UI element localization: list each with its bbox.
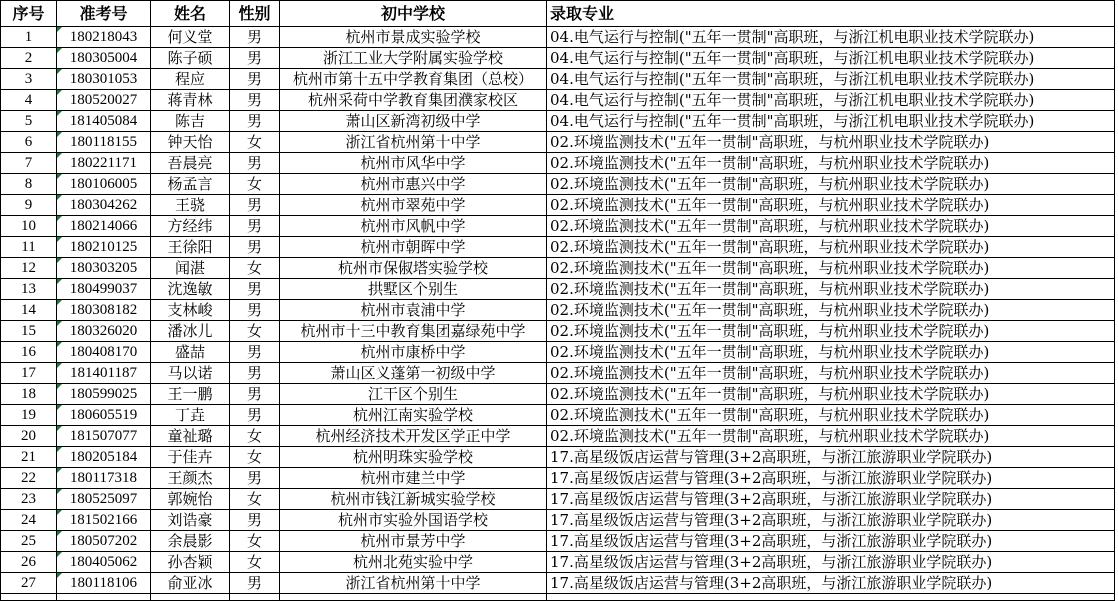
cell-name[interactable]: 支林峻	[151, 300, 230, 321]
cell-seq[interactable]: 8	[1, 174, 57, 195]
cell-partial	[1, 594, 57, 601]
table-row[interactable]	[1, 153, 1115, 174]
cell-school[interactable]: 拱墅区个别生	[280, 279, 547, 300]
cell-exam-id[interactable]: 180507202	[57, 531, 151, 552]
cell-name[interactable]: 方经纬	[151, 216, 230, 237]
cell-name[interactable]: 于佳卉	[151, 447, 230, 468]
cell-school[interactable]: 浙江省杭州第十中学	[280, 573, 547, 594]
cell-major[interactable]: 17.高星级饭店运营与管理(3+2高职班，与浙江旅游职业学院联办)	[547, 468, 1115, 489]
cell-partial	[547, 594, 1115, 601]
table-row-partial	[1, 594, 1115, 601]
cell-gender[interactable]: 男	[230, 153, 280, 174]
table-row[interactable]	[1, 300, 1115, 321]
cell-exam-id[interactable]: 180205184	[57, 447, 151, 468]
cell-gender[interactable]: 男	[230, 468, 280, 489]
cell-seq[interactable]: 20	[1, 426, 57, 447]
cell-major[interactable]: 02.环境监测技术("五年一贯制"高职班，与杭州职业技术学院联办)	[547, 300, 1115, 321]
cell-exam-id[interactable]: 180301053	[57, 69, 151, 90]
cell-major[interactable]: 02.环境监测技术("五年一贯制"高职班，与杭州职业技术学院联办)	[547, 279, 1115, 300]
cell-seq[interactable]: 1	[1, 27, 57, 48]
cell-exam-id[interactable]: 180118106	[57, 573, 151, 594]
cell-name[interactable]: 盛喆	[151, 342, 230, 363]
cell-gender[interactable]: 女	[230, 489, 280, 510]
cell-seq[interactable]: 2	[1, 48, 57, 69]
header-name: 姓名	[151, 1, 230, 27]
cell-name[interactable]: 潘冰儿	[151, 321, 230, 342]
cell-major[interactable]: 02.环境监测技术("五年一贯制"高职班，与杭州职业技术学院联办)	[547, 384, 1115, 405]
cell-school[interactable]: 杭州市第十五中学教育集团（总校）	[280, 69, 547, 90]
cell-seq[interactable]: 11	[1, 237, 57, 258]
table-row[interactable]	[1, 174, 1115, 195]
cell-major[interactable]: 04.电气运行与控制("五年一贯制"高职班，与浙江机电职业技术学院联办)	[547, 27, 1115, 48]
cell-exam-id[interactable]: 180106005	[57, 174, 151, 195]
cell-exam-id[interactable]: 180304262	[57, 195, 151, 216]
cell-gender[interactable]: 男	[230, 363, 280, 384]
cell-gender[interactable]: 女	[230, 552, 280, 573]
cell-major[interactable]: 17.高星级饭店运营与管理(3+2高职班，与浙江旅游职业学院联办)	[547, 552, 1115, 573]
cell-exam-id[interactable]: 181502166	[57, 510, 151, 531]
cell-exam-id[interactable]: 181507077	[57, 426, 151, 447]
table-row[interactable]	[1, 90, 1115, 111]
cell-school[interactable]: 杭州市风华中学	[280, 153, 547, 174]
cell-seq[interactable]: 23	[1, 489, 57, 510]
table-row[interactable]	[1, 468, 1115, 489]
cell-gender[interactable]: 女	[230, 531, 280, 552]
cell-seq[interactable]: 24	[1, 510, 57, 531]
cell-name[interactable]: 沈逸敏	[151, 279, 230, 300]
cell-school[interactable]: 杭州市钱江新城实验学校	[280, 489, 547, 510]
cell-seq[interactable]: 3	[1, 69, 57, 90]
cell-name[interactable]: 闻湛	[151, 258, 230, 279]
header-exam-id: 准考号	[57, 1, 151, 27]
cell-seq[interactable]: 10	[1, 216, 57, 237]
cell-seq[interactable]: 4	[1, 90, 57, 111]
cell-exam-id[interactable]: 180214066	[57, 216, 151, 237]
cell-major[interactable]: 02.环境监测技术("五年一贯制"高职班，与杭州职业技术学院联办)	[547, 153, 1115, 174]
cell-major[interactable]: 02.环境监测技术("五年一贯制"高职班，与杭州职业技术学院联办)	[547, 342, 1115, 363]
table-row[interactable]	[1, 216, 1115, 237]
header-school: 初中学校	[280, 1, 547, 27]
cell-major[interactable]: 04.电气运行与控制("五年一贯制"高职班，与浙江机电职业技术学院联办)	[547, 111, 1115, 132]
cell-name[interactable]: 杨孟言	[151, 174, 230, 195]
cell-major[interactable]: 04.电气运行与控制("五年一贯制"高职班，与浙江机电职业技术学院联办)	[547, 90, 1115, 111]
cell-gender[interactable]: 男	[230, 237, 280, 258]
cell-name[interactable]: 刘诰豪	[151, 510, 230, 531]
cell-gender[interactable]: 女	[230, 447, 280, 468]
cell-name[interactable]: 王徐阳	[151, 237, 230, 258]
cell-school[interactable]: 萧山区新湾初级中学	[280, 111, 547, 132]
cell-gender[interactable]: 男	[230, 573, 280, 594]
cell-name[interactable]: 俞亚冰	[151, 573, 230, 594]
cell-gender[interactable]: 男	[230, 216, 280, 237]
table-row[interactable]	[1, 69, 1115, 90]
header-seq: 序号	[1, 1, 57, 27]
cell-seq[interactable]: 14	[1, 300, 57, 321]
cell-exam-id[interactable]: 180118155	[57, 132, 151, 153]
cell-name[interactable]: 孙杏颖	[151, 552, 230, 573]
header-row	[1, 1, 1115, 27]
cell-gender[interactable]: 男	[230, 405, 280, 426]
table-row[interactable]	[1, 573, 1115, 594]
cell-major[interactable]: 17.高星级饭店运营与管理(3+2高职班，与浙江旅游职业学院联办)	[547, 489, 1115, 510]
cell-exam-id[interactable]: 180525097	[57, 489, 151, 510]
cell-name[interactable]: 马以诺	[151, 363, 230, 384]
cell-gender[interactable]: 男	[230, 69, 280, 90]
cell-school[interactable]: 杭州市实验外国语学校	[280, 510, 547, 531]
table-row[interactable]	[1, 447, 1115, 468]
table-row[interactable]	[1, 195, 1115, 216]
cell-school[interactable]: 杭州市惠兴中学	[280, 174, 547, 195]
table-row[interactable]	[1, 132, 1115, 153]
cell-name[interactable]: 郭婉怡	[151, 489, 230, 510]
cell-major[interactable]: 17.高星级饭店运营与管理(3+2高职班，与浙江旅游职业学院联办)	[547, 447, 1115, 468]
cell-school[interactable]: 杭州江南实验学校	[280, 405, 547, 426]
cell-exam-id[interactable]: 180405062	[57, 552, 151, 573]
cell-major[interactable]: 04.电气运行与控制("五年一贯制"高职班，与浙江机电职业技术学院联办)	[547, 48, 1115, 69]
cell-seq[interactable]: 7	[1, 153, 57, 174]
cell-seq[interactable]: 21	[1, 447, 57, 468]
cell-exam-id[interactable]: 180599025	[57, 384, 151, 405]
cell-seq[interactable]: 22	[1, 468, 57, 489]
cell-school[interactable]: 杭州市袁浦中学	[280, 300, 547, 321]
table-row[interactable]	[1, 258, 1115, 279]
cell-school[interactable]: 杭州明珠实验学校	[280, 447, 547, 468]
cell-seq[interactable]: 19	[1, 405, 57, 426]
cell-gender[interactable]: 女	[230, 132, 280, 153]
cell-exam-id[interactable]: 180308182	[57, 300, 151, 321]
table-row[interactable]	[1, 552, 1115, 573]
cell-school[interactable]: 杭州经济技术开发区学正中学	[280, 426, 547, 447]
cell-exam-id[interactable]: 180499037	[57, 279, 151, 300]
cell-name[interactable]: 钟天怡	[151, 132, 230, 153]
header-gender: 性别	[230, 1, 280, 27]
cell-exam-id[interactable]: 180117318	[57, 468, 151, 489]
table-row[interactable]	[1, 510, 1115, 531]
cell-major[interactable]: 02.环境监测技术("五年一贯制"高职班，与杭州职业技术学院联办)	[547, 321, 1115, 342]
cell-name[interactable]: 程应	[151, 69, 230, 90]
cell-major[interactable]: 17.高星级饭店运营与管理(3+2高职班，与浙江旅游职业学院联办)	[547, 573, 1115, 594]
cell-school[interactable]: 杭州市十三中教育集团嘉绿苑中学	[280, 321, 547, 342]
table-row[interactable]	[1, 111, 1115, 132]
cell-major[interactable]: 02.环境监测技术("五年一贯制"高职班，与杭州职业技术学院联办)	[547, 132, 1115, 153]
cell-seq[interactable]: 17	[1, 363, 57, 384]
cell-school[interactable]: 杭州市朝晖中学	[280, 237, 547, 258]
cell-exam-id[interactable]: 181405084	[57, 111, 151, 132]
cell-seq[interactable]: 6	[1, 132, 57, 153]
table-row[interactable]	[1, 48, 1115, 69]
cell-gender[interactable]: 男	[230, 300, 280, 321]
cell-major[interactable]: 02.环境监测技术("五年一贯制"高职班，与杭州职业技术学院联办)	[547, 174, 1115, 195]
cell-gender[interactable]: 男	[230, 279, 280, 300]
cell-gender[interactable]: 男	[230, 342, 280, 363]
table-row[interactable]	[1, 279, 1115, 300]
cell-exam-id[interactable]: 180326020	[57, 321, 151, 342]
cell-exam-id[interactable]: 180221171	[57, 153, 151, 174]
cell-school[interactable]: 杭州市风帆中学	[280, 216, 547, 237]
cell-school[interactable]: 杭州市保俶塔实验学校	[280, 258, 547, 279]
cell-name[interactable]: 吾晨亮	[151, 153, 230, 174]
cell-name[interactable]: 陈子硕	[151, 48, 230, 69]
cell-gender[interactable]: 女	[230, 174, 280, 195]
cell-gender[interactable]: 男	[230, 90, 280, 111]
cell-name[interactable]: 何义堂	[151, 27, 230, 48]
cell-name[interactable]: 陈吉	[151, 111, 230, 132]
cell-seq[interactable]: 27	[1, 573, 57, 594]
cell-school[interactable]: 杭州采荷中学教育集团濮家校区	[280, 90, 547, 111]
cell-school[interactable]: 杭州市景芳中学	[280, 531, 547, 552]
cell-seq[interactable]: 16	[1, 342, 57, 363]
table-row[interactable]	[1, 342, 1115, 363]
table-row[interactable]	[1, 237, 1115, 258]
cell-partial	[57, 594, 151, 601]
cell-major[interactable]: 02.环境监测技术("五年一贯制"高职班，与杭州职业技术学院联办)	[547, 426, 1115, 447]
cell-seq[interactable]: 13	[1, 279, 57, 300]
cell-school[interactable]: 杭州市建兰中学	[280, 468, 547, 489]
cell-name[interactable]: 王一鹏	[151, 384, 230, 405]
table-row[interactable]	[1, 531, 1115, 552]
table-row[interactable]	[1, 489, 1115, 510]
cell-school[interactable]: 江干区个别生	[280, 384, 547, 405]
cell-school[interactable]: 杭州市翠苑中学	[280, 195, 547, 216]
cell-exam-id[interactable]: 180218043	[57, 27, 151, 48]
cell-major[interactable]: 02.环境监测技术("五年一贯制"高职班，与杭州职业技术学院联办)	[547, 258, 1115, 279]
table-row[interactable]	[1, 27, 1115, 48]
cell-gender[interactable]: 男	[230, 510, 280, 531]
cell-exam-id[interactable]: 181401187	[57, 363, 151, 384]
cell-exam-id[interactable]: 180305004	[57, 48, 151, 69]
cell-major[interactable]: 02.环境监测技术("五年一贯制"高职班，与杭州职业技术学院联办)	[547, 363, 1115, 384]
cell-major[interactable]: 02.环境监测技术("五年一贯制"高职班，与杭州职业技术学院联办)	[547, 237, 1115, 258]
cell-school[interactable]: 杭州北苑实验中学	[280, 552, 547, 573]
table-row[interactable]	[1, 363, 1115, 384]
cell-exam-id[interactable]: 180605519	[57, 405, 151, 426]
cell-major[interactable]: 02.环境监测技术("五年一贯制"高职班，与杭州职业技术学院联办)	[547, 195, 1115, 216]
table-row[interactable]	[1, 321, 1115, 342]
cell-seq[interactable]: 12	[1, 258, 57, 279]
cell-exam-id[interactable]: 180520027	[57, 90, 151, 111]
cell-name[interactable]: 丁垚	[151, 405, 230, 426]
cell-gender[interactable]: 男	[230, 111, 280, 132]
cell-seq[interactable]: 5	[1, 111, 57, 132]
cell-major[interactable]: 02.环境监测技术("五年一贯制"高职班，与杭州职业技术学院联办)	[547, 405, 1115, 426]
cell-seq[interactable]: 25	[1, 531, 57, 552]
cell-gender[interactable]: 男	[230, 384, 280, 405]
cell-name[interactable]: 王颜杰	[151, 468, 230, 489]
cell-name[interactable]: 蒋青林	[151, 90, 230, 111]
cell-exam-id[interactable]: 180303205	[57, 258, 151, 279]
cell-school[interactable]: 浙江省杭州第十中学	[280, 132, 547, 153]
table-row[interactable]	[1, 426, 1115, 447]
cell-gender[interactable]: 男	[230, 195, 280, 216]
table-row[interactable]	[1, 405, 1115, 426]
cell-gender[interactable]: 男	[230, 27, 280, 48]
cell-school[interactable]: 萧山区义蓬第一初级中学	[280, 363, 547, 384]
header-major: 录取专业	[547, 1, 1115, 27]
cell-school[interactable]: 杭州市康桥中学	[280, 342, 547, 363]
cell-major[interactable]: 04.电气运行与控制("五年一贯制"高职班，与浙江机电职业技术学院联办)	[547, 69, 1115, 90]
cell-partial	[280, 594, 547, 601]
cell-seq[interactable]: 18	[1, 384, 57, 405]
cell-seq[interactable]: 9	[1, 195, 57, 216]
table-body	[1, 27, 1115, 601]
cell-gender[interactable]: 男	[230, 48, 280, 69]
cell-school[interactable]: 浙江工业大学附属实验学校	[280, 48, 547, 69]
cell-school[interactable]: 杭州市景成实验学校	[280, 27, 547, 48]
cell-name[interactable]: 王骁	[151, 195, 230, 216]
cell-gender[interactable]: 女	[230, 321, 280, 342]
cell-gender[interactable]: 女	[230, 258, 280, 279]
cell-gender[interactable]: 女	[230, 426, 280, 447]
cell-major[interactable]: 17.高星级饭店运营与管理(3+2高职班，与浙江旅游职业学院联办)	[547, 531, 1115, 552]
table-row[interactable]	[1, 384, 1115, 405]
cell-major[interactable]: 02.环境监测技术("五年一贯制"高职班，与杭州职业技术学院联办)	[547, 216, 1115, 237]
cell-name[interactable]: 余晨影	[151, 531, 230, 552]
cell-major[interactable]: 17.高星级饭店运营与管理(3+2高职班，与浙江旅游职业学院联办)	[547, 510, 1115, 531]
cell-partial	[151, 594, 230, 601]
cell-seq[interactable]: 15	[1, 321, 57, 342]
cell-seq[interactable]: 26	[1, 552, 57, 573]
cell-name[interactable]: 童祉璐	[151, 426, 230, 447]
cell-partial	[230, 594, 280, 601]
cell-exam-id[interactable]: 180210125	[57, 237, 151, 258]
cell-exam-id[interactable]: 180408170	[57, 342, 151, 363]
